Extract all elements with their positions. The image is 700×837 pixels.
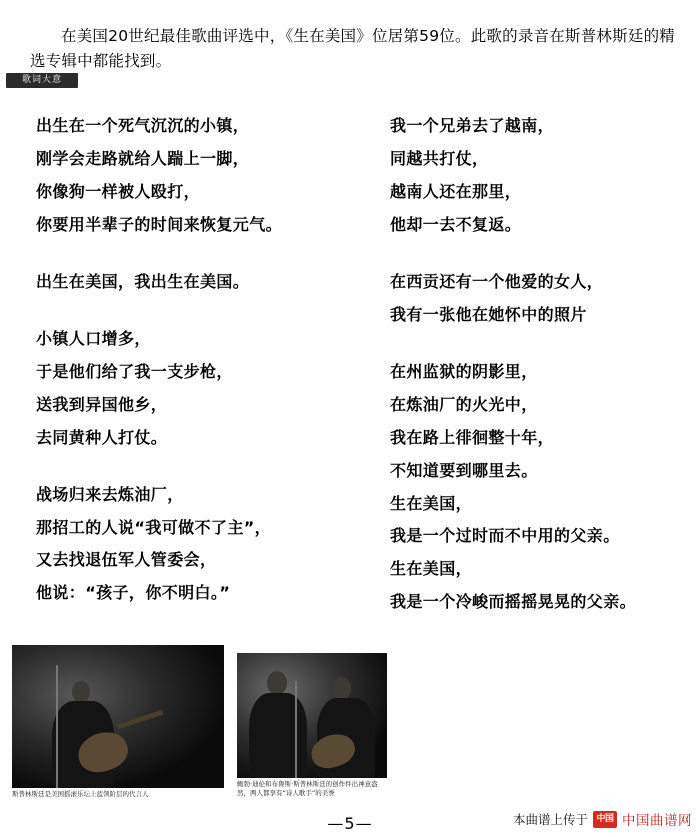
lyrics-line: 在州监狱的阴影里， xyxy=(390,361,538,381)
lyrics-stanza xyxy=(36,479,336,611)
lyrics-line: 我有一张他在她怀中的照片 xyxy=(390,304,587,324)
lyrics-line: 同越共打仗， xyxy=(390,148,489,168)
lyrics-stanza xyxy=(36,323,336,455)
photo-caption: 鲍勃·迪伦和布鲁斯·斯普林斯廷的创作件出神意盎然，两人都享有“诗人歌手”的美誉 xyxy=(237,780,378,798)
figure-head xyxy=(72,681,90,703)
lyrics-line: 那招工的人说“我可做不了主”， xyxy=(36,517,272,537)
lyrics-stanza xyxy=(36,110,336,242)
lyrics-line: 去同黄种人打仗。 xyxy=(36,427,168,447)
lyrics-line: 我在路上徘徊整十年， xyxy=(390,427,555,447)
lyrics-area xyxy=(0,110,700,630)
lyrics-line: 我一个兄弟去了越南， xyxy=(390,116,555,135)
lyrics-column-left xyxy=(36,110,336,610)
site-logo-icon: 中国 xyxy=(593,811,617,828)
photo-dylan-and-springsteen xyxy=(237,653,387,778)
lyrics-line: 刚学会走路就给人踹上一脚， xyxy=(36,148,250,168)
figure-body-left xyxy=(249,693,307,778)
lyrics-stanza xyxy=(390,356,690,620)
footer-watermark xyxy=(513,809,692,829)
lyrics-line: 你像狗一样被人殴打， xyxy=(36,181,201,201)
lyrics-line: 他说：“孩子，你不明白。” xyxy=(36,583,231,603)
photo-caption: 斯普林斯廷是美国摇滚乐坛上蓝领阶层的代言人 xyxy=(12,790,149,798)
page-number: —5— xyxy=(327,814,373,833)
lyrics-line: 他却一去不复返。 xyxy=(390,214,522,234)
photo-background xyxy=(12,645,224,788)
lyrics-line: 出生在一个死气沉沉的小镇， xyxy=(36,116,250,135)
lyrics-line: 你要用半辈子的时间来恢复元气。 xyxy=(36,214,283,234)
lyrics-line: 出生在美国，我出生在美国。 xyxy=(36,271,250,291)
lyrics-line: 生在美国， xyxy=(390,493,473,513)
lyrics-line: 生在美国， xyxy=(390,559,473,579)
lyrics-line: 越南人还在那里， xyxy=(390,181,522,201)
lyrics-line: 我是一个冷峻而摇摇晃晃的父亲。 xyxy=(390,592,637,612)
footer-site-name[interactable]: 中国曲谱网 xyxy=(622,813,692,829)
microphone-stand xyxy=(295,681,297,778)
lyrics-line: 战场归来去炼油厂， xyxy=(36,484,184,504)
lyrics-line: 于是他们给了我一支步枪， xyxy=(36,361,233,381)
photo-springsteen-guitar xyxy=(12,645,224,788)
lyrics-line: 不知道要到哪里去。 xyxy=(390,460,538,480)
figure-head-left xyxy=(267,671,287,695)
lyrics-stanza xyxy=(36,266,336,299)
lyrics-line: 又去找退伍军人管委会， xyxy=(36,550,217,570)
lyrics-column-right xyxy=(390,110,690,619)
intro-paragraph: 在美国20世纪最佳歌曲评选中，《生在美国》位居第59位。此歌的录音在斯普林斯廷的精选专辑中都能找到。 xyxy=(30,26,675,71)
footer-prefix: 本曲谱上传于 xyxy=(512,812,588,827)
lyrics-stanza xyxy=(390,110,690,242)
lyrics-line: 在炼油厂的火光中， xyxy=(390,394,538,414)
lyrics-line: 送我到异国他乡， xyxy=(36,394,168,414)
section-tag-badge: 歌词大意 xyxy=(6,73,78,88)
figure-head-right xyxy=(332,677,351,700)
lyrics-line: 在西贡还有一个他爱的女人， xyxy=(390,271,604,291)
lyrics-line: 小镇人口增多， xyxy=(36,328,151,348)
lyrics-stanza xyxy=(390,266,690,332)
lyrics-line: 我是一个过时而不中用的父亲。 xyxy=(390,526,620,546)
microphone-stand xyxy=(56,665,58,788)
